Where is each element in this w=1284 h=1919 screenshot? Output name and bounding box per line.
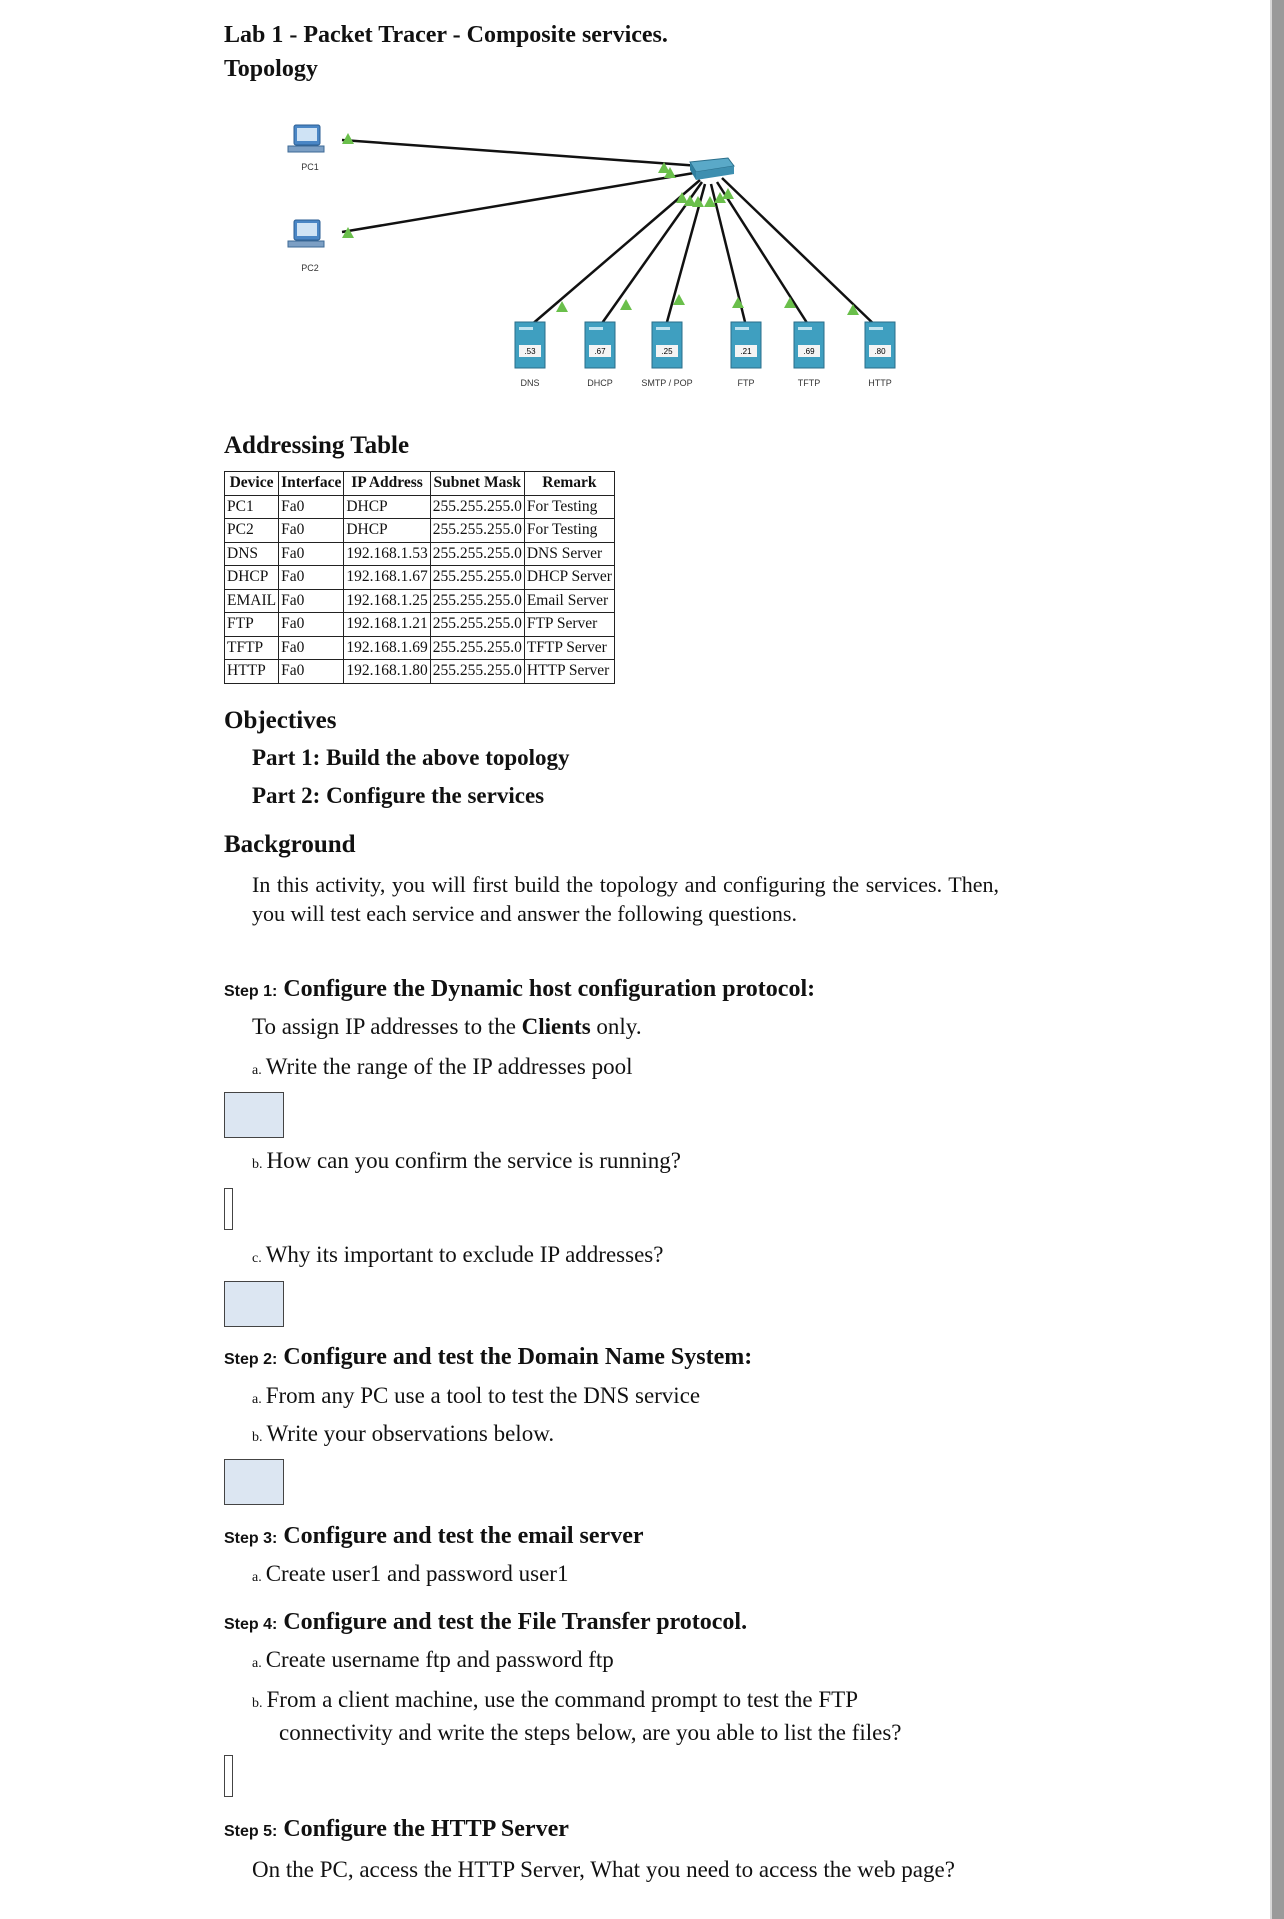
port-indicator (732, 297, 744, 308)
link-pc1-switch (342, 140, 700, 166)
table-cell: Fa0 (279, 566, 344, 590)
server-ip: .80 (874, 347, 886, 356)
table-cell: 192.168.1.67 (344, 566, 430, 590)
switch-icon (690, 158, 734, 180)
table-header-row (225, 472, 615, 496)
server-label: SMTP / POP (641, 378, 693, 388)
table-row (225, 613, 615, 637)
table-cell: 192.168.1.53 (344, 542, 430, 566)
table-cell: Fa0 (279, 519, 344, 543)
table-cell: DHCP (344, 495, 430, 519)
table-cell: 255.255.255.0 (430, 660, 524, 684)
table-cell: FTP Server (524, 613, 614, 637)
step1-intro: To assign IP addresses to the Clients only. (252, 1014, 642, 1039)
server-label: HTTP (868, 378, 892, 388)
table-cell: Fa0 (279, 542, 344, 566)
table-row (225, 566, 615, 590)
table-cell: HTTP (225, 660, 279, 684)
table-cell: 255.255.255.0 (430, 636, 524, 660)
step5-label: Step 5: (224, 1823, 278, 1840)
server-label: TFTP (797, 378, 821, 388)
table-cell: 255.255.255.0 (430, 613, 524, 637)
table-cell: EMAIL (225, 589, 279, 613)
step4-title: Configure and test the File Transfer protocol. (283, 1609, 748, 1635)
table-cell: 192.168.1.21 (344, 613, 430, 637)
objective-part1: Part 1: Build the above topology (252, 745, 570, 770)
server-label: FTP (737, 378, 755, 388)
server-ip: .25 (661, 347, 673, 356)
answer-box-4b[interactable] (224, 1755, 233, 1797)
table-cell: Fa0 (279, 495, 344, 519)
table-cell: PC1 (225, 495, 279, 519)
document-title: Lab 1 - Packet Tracer - Composite services. (224, 22, 668, 48)
table-cell: 255.255.255.0 (430, 542, 524, 566)
step4-question-a: a. Create username ftp and password ftp (252, 1647, 614, 1672)
table-cell: DHCP (344, 519, 430, 543)
column-header: IP Address (344, 472, 430, 496)
table-cell: 255.255.255.0 (430, 566, 524, 590)
objectives-heading: Objectives (224, 707, 337, 734)
table-cell: 255.255.255.0 (430, 519, 524, 543)
step5-title: Configure the HTTP Server (283, 1816, 569, 1842)
step4-question-b: b. From a client machine, use the command prompt to test the FTP connectivity and write the steps below, are you able to list the files? (252, 1687, 902, 1745)
table-cell: Fa0 (279, 589, 344, 613)
step5-text: On the PC, access the HTTP Server, What you need to access the web page? (252, 1857, 955, 1882)
server-icon (585, 322, 615, 388)
table-row (225, 589, 615, 613)
table-cell: Email Server (524, 589, 614, 613)
server-icon (865, 322, 895, 388)
pc1-icon (288, 125, 324, 172)
step5-heading (224, 1816, 569, 1843)
table-cell: Fa0 (279, 660, 344, 684)
table-row (225, 542, 615, 566)
step3-question-a: a. Create user1 and password user1 (252, 1561, 569, 1586)
table-cell: DNS Server (524, 542, 614, 566)
column-header: Interface (279, 472, 344, 496)
step1-question-c: c. Why its important to exclude IP addresses? (252, 1242, 664, 1267)
table-cell: FTP (225, 613, 279, 637)
pc2-icon (288, 220, 324, 273)
server-ip: .69 (803, 347, 815, 356)
column-header: Device (225, 472, 279, 496)
scrollbar-thumb[interactable] (1272, 0, 1284, 1919)
background-heading: Background (224, 831, 356, 858)
step2-label: Step 2: (224, 1351, 278, 1368)
table-cell: TFTP (225, 636, 279, 660)
step1-title: Configure the Dynamic host configuration protocol: (283, 976, 816, 1002)
table-cell: 255.255.255.0 (430, 589, 524, 613)
table-cell: DHCP Server (524, 566, 614, 590)
table-row (225, 660, 615, 684)
table-cell: 192.168.1.25 (344, 589, 430, 613)
step3-title: Configure and test the email server (283, 1523, 644, 1549)
server-icon (515, 322, 545, 388)
column-header: Remark (524, 472, 614, 496)
port-indicator (342, 133, 354, 144)
step2-question-b: b. Write your observations below. (252, 1421, 555, 1446)
table-row (225, 636, 615, 660)
answer-box-1c[interactable] (224, 1281, 284, 1327)
topology-diagram (224, 100, 944, 400)
table-cell: For Testing (524, 495, 614, 519)
table-cell: HTTP Server (524, 660, 614, 684)
answer-box-1b[interactable] (224, 1188, 233, 1230)
server-icon (794, 322, 824, 388)
step1-label: Step 1: (224, 983, 278, 1000)
objective-part2: Part 2: Configure the services (252, 783, 545, 808)
step1-heading (224, 976, 815, 1003)
table-cell: PC2 (225, 519, 279, 543)
column-header: Subnet Mask (430, 472, 524, 496)
table-cell: DHCP (225, 566, 279, 590)
table-cell: 192.168.1.69 (344, 636, 430, 660)
addressing-heading: Addressing Table (224, 432, 410, 459)
step2-title: Configure and test the Domain Name System: (283, 1344, 753, 1370)
table-cell: 192.168.1.80 (344, 660, 430, 684)
pc1-label: PC1 (301, 162, 319, 172)
server-ip: .67 (594, 347, 606, 356)
step4-heading (224, 1609, 747, 1636)
link-switch-tftp (717, 182, 809, 326)
topology-heading: Topology (224, 56, 318, 82)
table-cell: DNS (225, 542, 279, 566)
link-switch-http (722, 178, 880, 330)
table-cell: 255.255.255.0 (430, 495, 524, 519)
server-label: DNS (520, 378, 540, 388)
step4-label: Step 4: (224, 1616, 278, 1633)
step1-question-a: a. Write the range of the IP addresses pool (252, 1054, 633, 1079)
server-icon (731, 322, 761, 388)
step3-label: Step 3: (224, 1530, 278, 1547)
table-cell: Fa0 (279, 613, 344, 637)
table-row (225, 519, 615, 543)
step3-heading (224, 1523, 644, 1550)
server-label: DHCP (587, 378, 613, 388)
addressing-table (224, 471, 615, 684)
answer-box-1a[interactable] (224, 1092, 284, 1138)
link-pc2-switch (342, 172, 700, 232)
step2-question-a: a. From any PC use a tool to test the DNS service (252, 1383, 701, 1408)
server-icon (641, 322, 692, 388)
table-row (225, 495, 615, 519)
server-ip: .53 (524, 347, 536, 356)
table-cell: TFTP Server (524, 636, 614, 660)
background-text: In this activity, you will first build the topology and configuring the services. Then, you will test each service and answer the following questions. (252, 872, 999, 926)
pc2-label: PC2 (301, 263, 319, 273)
answer-box-2b[interactable] (224, 1459, 284, 1505)
step1-question-b: b. How can you confirm the service is running? (252, 1148, 682, 1173)
server-ip: .21 (740, 347, 752, 356)
step2-heading (224, 1344, 752, 1371)
servers-group (515, 322, 895, 388)
table-cell: Fa0 (279, 636, 344, 660)
table-cell: For Testing (524, 519, 614, 543)
port-indicator (620, 299, 632, 310)
